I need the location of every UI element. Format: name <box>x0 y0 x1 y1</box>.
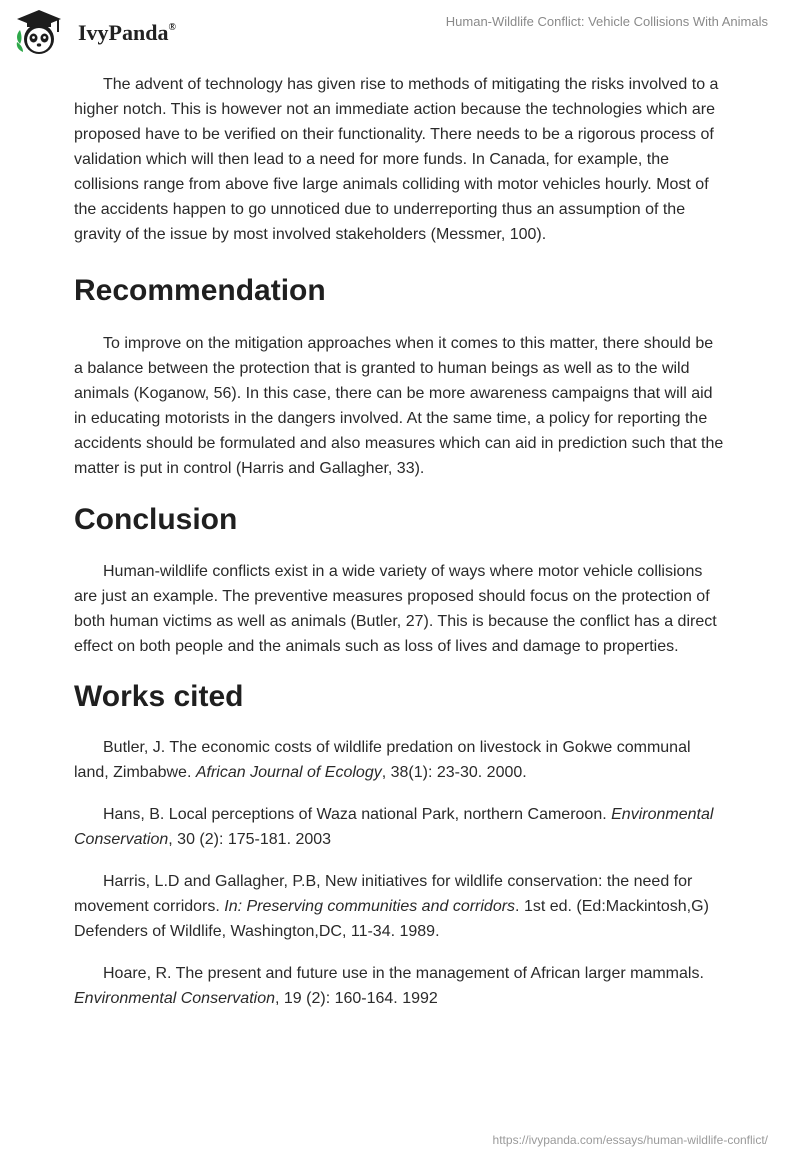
conclusion-heading: Conclusion <box>74 503 238 536</box>
registered-mark: ® <box>168 21 176 33</box>
recommendation-heading: Recommendation <box>74 274 326 307</box>
essay-content <box>74 72 724 1011</box>
reference-item: Butler, J. The economic costs of wildlife predation on livestock in Gokwe communal land, Zimbabwe. African Journal of Ecology, 38(1): 23-30. 2000. <box>74 739 691 781</box>
recommendation-paragraph: To improve on the mitigation approaches when it comes to this matter, there should be a balance between the protection that is granted to human beings as well as to the wild animals (Koganow, 56). In this case, there can be more awareness campaigns that will aid in educating motorists in the dangers involved. At the same time, a policy for reporting the accidents should be formulated and also measures which can aid in prediction such that the matter is put in control (Harris and Gallagher, 33). <box>74 335 724 477</box>
panda-graduate-icon <box>14 8 64 56</box>
reference-item: Harris, L.D and Gallagher, P.B, New initiatives for wildlife conservation: the need for movement corridors. In: Preserving communities and corridors. 1st ed. (Ed:Mackintosh,G) Defenders of Wildlife, Washington,DC, 11-34. 1989. <box>74 873 709 940</box>
source-url[interactable]: https://ivypanda.com/essays/human-wildlife-conflict/ <box>492 1133 768 1147</box>
intro-paragraph: The advent of technology has given rise to methods of mitigating the risks involved to a higher notch. This is however not an immediate action because the technologies which are proposed have to be verified on their functionality. There needs to be a rigorous process of validation which will then lead to a need for more funds. In Canada, for example, the collisions range from above five large animals colliding with motor vehicles hourly. Most of the accidents happen to go unnoticed due to underreporting thus an assumption of the gravity of the issue by most involved stakeholders (Messmer, 100). <box>74 76 719 243</box>
ivypanda-logo[interactable] <box>14 8 214 56</box>
document-title: Human-Wildlife Conflict: Vehicle Collisions With Animals <box>445 14 768 29</box>
works-cited-heading: Works cited <box>74 680 244 713</box>
brand-name: IvyPanda <box>78 20 169 45</box>
page-header <box>0 0 800 60</box>
conclusion-paragraph: Human-wildlife conflicts exist in a wide variety of ways where motor vehicle collisions are just an example. The preventive measures proposed should focus on the protection of both human victims as well as animals (Butler, 27). This is because the conflict has a direct effect on both people and the animals such as loss of lives and damage to properties. <box>74 563 717 655</box>
reference-item: Hoare, R. The present and future use in the management of African larger mammals. Environmental Conservation, 19 (2): 160-164. 1992 <box>74 965 704 1007</box>
reference-item: Hans, B. Local perceptions of Waza national Park, northern Cameroon. Environmental Conservation, 30 (2): 175-181. 2003 <box>74 806 714 848</box>
